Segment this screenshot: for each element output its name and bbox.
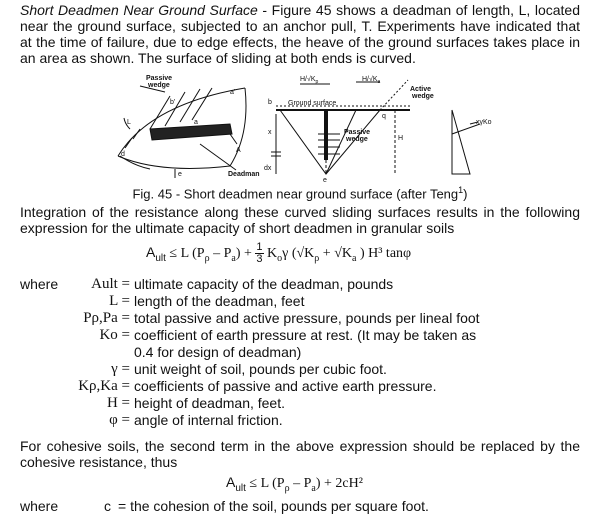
section-heading: Short Deadmen Near Ground Surface	[20, 2, 258, 18]
figure-caption: Fig. 45 - Short deadmen near ground surface (after Teng$^1$)	[132, 185, 468, 202]
capacity-formula: $A_{ult} \le L$ $(P_\rho - P_a)$ + $\frac{1}{3}$ $K_o\gamma$ ($√K_\rho + √K_a$ ) H³ tanφ	[146, 241, 412, 265]
integration-paragraph: Integration of the resistance along these curved sliding surfaces results in the following expression for the ultimate capacity of short deadmen in granular soils	[20, 204, 580, 236]
def-text-H: height of deadman, feet.	[134, 395, 285, 411]
def-text-Kp-Ka: coefficients of passive and active earth pressure.	[134, 378, 437, 394]
def-text-Ko: coefficient of earth pressure at rest. (It may be taken as	[134, 327, 477, 343]
def-sym-ault: Ault =	[91, 276, 130, 292]
def-text-gamma: unit weight of soil, pounds per cubic foot.	[134, 361, 387, 377]
where2-text: = the cohesion of the soil, pounds per square foot.	[118, 498, 429, 514]
label-A: A	[236, 147, 241, 154]
where2-sym: c	[104, 498, 111, 514]
def-sym-L: L =	[109, 293, 130, 309]
where2-label: where	[20, 498, 59, 514]
active-wedge-label-2: wedge	[412, 93, 434, 100]
intro-text: - Figure 45 shows a deadman of length, L, located near the ground surface, subjected to an anchor pull, T. Experiments have indicated that at the time of failure, due to edge effects, the heave of the ground surfaces takes place in an area as shown. The surface of sliding at both ends is curved.	[20, 2, 580, 66]
label-d: d	[121, 151, 125, 158]
passive-wedge-label-1: Passive	[146, 75, 173, 82]
active-wedge-label-1: Active	[410, 86, 432, 93]
label-x: x	[268, 129, 272, 136]
passive-wedge-mid-1: Passive	[344, 129, 371, 136]
deadman-block	[150, 124, 232, 140]
where-label: where	[20, 276, 59, 292]
def-sym-Ko: Ko =	[99, 327, 130, 343]
intro-paragraph	[20, 2, 580, 66]
label-e: e	[178, 171, 182, 178]
isometric-sketch	[118, 86, 246, 178]
cohesive-paragraph: For cohesive soils, the second term in the above expression should be replaced by the cohesive resistance, thus	[20, 438, 580, 470]
label-H: H	[398, 135, 404, 142]
label-a: a	[194, 119, 198, 126]
label-e2: e	[323, 177, 327, 184]
label-b: b	[268, 99, 272, 106]
label-L: L	[127, 119, 131, 126]
section-diagram	[271, 80, 410, 174]
label-a-prime: a'	[230, 89, 236, 96]
one-third-fraction: $\frac{1}{3}$	[256, 241, 263, 265]
def-sym-Kp-Ka: Kρ,Ka =	[78, 378, 130, 394]
def-text-phi: angle of internal friction.	[134, 412, 283, 428]
passive-wedge-mid-2: wedge	[346, 136, 368, 143]
label-b-prime: b'	[170, 99, 176, 106]
def-sym-H: H =	[106, 395, 130, 411]
label-q: q	[382, 113, 386, 120]
section-labels	[264, 75, 434, 184]
label-dx: dx	[264, 165, 272, 172]
def-text-Pp-Pa: total passive and active pressure, pounds per lineal foot	[134, 310, 480, 326]
def-text-Ko-cont: 0.4 for design of deadman)	[134, 344, 302, 360]
passive-wedge-label-2: wedge	[148, 82, 170, 89]
def-sym-Pp-Pa: Pρ,Pa =	[83, 310, 130, 326]
label-H-sqrtKa: $H/√K_a$	[362, 76, 381, 85]
def-sym-phi: φ =	[109, 412, 130, 428]
ground-surface-label: Ground surface	[288, 100, 337, 107]
deadman-figure	[0, 74, 600, 184]
def-sym-gamma: γ =	[111, 361, 130, 377]
label-deadman: Deadman	[228, 171, 260, 178]
def-text-L: length of the deadman, feet	[134, 293, 305, 309]
gamma-ko-label: xγKo	[476, 119, 492, 126]
label-H-sqrtKp: $H/√K_p$	[300, 76, 319, 85]
def-text-ault: ultimate capacity of the deadman, pounds	[134, 276, 394, 292]
cohesive-formula: $A_{ult} \le L$ $(P_\rho - P_a) + 2cH^2$	[226, 474, 363, 494]
